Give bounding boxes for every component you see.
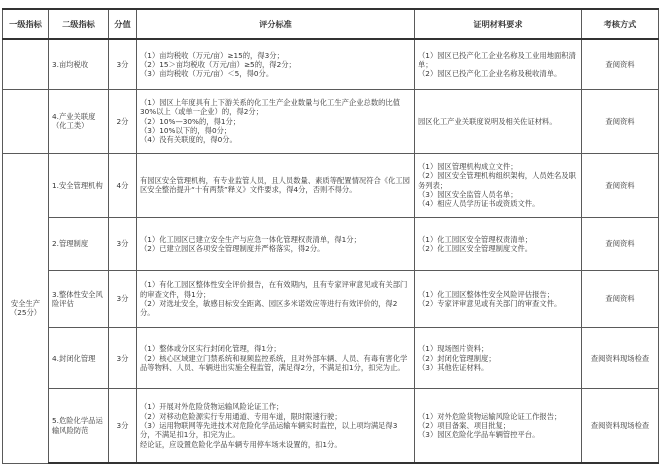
- sub-indicator: 2.管理制度: [49, 218, 109, 271]
- criteria-line: （2）10%—30%的，得1分；: [140, 116, 241, 126]
- criteria-line: 经论证，应设置危险化学品车辆专用停车场未设置的，扣1分。: [140, 439, 342, 449]
- criteria: [137, 271, 415, 328]
- table-row: [3, 153, 659, 217]
- sub-indicator: 3.亩均税收: [49, 39, 109, 90]
- criteria-line: （1）园区上年度具有上下游关系的化工生产企业数量与化工生产企业总数的比值30%以上（或单一企业）的，得2分；: [140, 98, 401, 117]
- evidence-line: （3）园区安全监管人员名单；: [418, 190, 518, 200]
- criteria: [137, 39, 415, 90]
- header-criteria: 评分标准: [137, 9, 415, 39]
- criteria-line: （2）对移动危险源实行专用通道、专用车道，限时限速行驶；: [140, 411, 342, 421]
- evidence: [415, 389, 582, 463]
- level1-category: 安全生产（25分）: [3, 153, 49, 463]
- sub-indicator: 4.封闭化管理: [49, 328, 109, 389]
- criteria: [137, 328, 415, 389]
- evidence-line: （3）园区危险化学品车辆管控平台。: [418, 430, 540, 440]
- evidence: [415, 153, 582, 217]
- method: 查阅资料: [582, 39, 659, 90]
- evidence-line: （1）化工园区安全管理权责清单；: [418, 234, 533, 244]
- level1-cell-empty: [3, 39, 49, 90]
- evidence-line: （1）现场图片资料；: [418, 344, 489, 354]
- evidence-line: （2）园区已投产化工企业名称及税收清单。: [418, 69, 562, 79]
- criteria-line: （2）15＞亩均税收（万元/亩）≥5的，得2分；: [140, 59, 296, 69]
- evidence-line: （2）项目备案、项目批复；: [418, 421, 511, 431]
- evidence: [415, 328, 582, 389]
- table-row: [3, 389, 659, 463]
- evidence-line: （4）相应人员学历证书或资质文件。: [418, 199, 540, 209]
- method: 查阅资料: [582, 218, 659, 271]
- criteria-line: （2）核心区域建立门禁系统和视频监控系统，且对外部车辆、人员、有毒有害化学品等物料、人员、车辆进出实施全程监管，满足得2分，不满足扣1分，扣完为止。: [140, 353, 408, 372]
- sub-indicator: 4.产业关联度（化工类）: [49, 90, 109, 153]
- criteria-line: （1）整体或分区实行封闭化管理，得1分；: [140, 344, 281, 354]
- score: 4分: [109, 153, 137, 217]
- score: 3分: [109, 389, 137, 463]
- header-level1: 一级指标: [3, 9, 49, 39]
- criteria-line: （3）亩均税收（万元/亩）＜5，得0分。: [140, 69, 274, 79]
- criteria: [137, 389, 415, 463]
- evidence: [415, 218, 582, 271]
- header-method: 考核方式: [582, 9, 659, 39]
- criteria-line: （3）运用物联网等先进技术对危险化学品运输车辆实时监控，以上项均满足得3分，不满足扣1分，扣完为止。: [140, 421, 398, 440]
- evidence: [415, 90, 582, 153]
- evidence: [415, 271, 582, 328]
- evidence-line: （1）对外危险货物运输风险论证工作报告；: [418, 411, 562, 421]
- table-row: [3, 328, 659, 389]
- method: 查阅资料现场检查: [582, 328, 659, 389]
- evidence-line: （2）化工园区安全管理制度文件。: [418, 244, 533, 254]
- score: 3分: [109, 271, 137, 328]
- criteria-line: （1）化工园区已建立安全生产与应急一体化管理权责清单，得1分；: [140, 234, 361, 244]
- evidence-line: （1）园区已投产化工企业名称及工业用地面积清单；: [418, 50, 576, 69]
- header-evidence: 证明材料要求: [415, 9, 582, 39]
- criteria-line: （2）已建立园区各项安全管理制度并严格落实，得2分。: [140, 244, 325, 254]
- header-level2: 二级指标: [49, 9, 109, 39]
- criteria-line: （4）没有关联度的，得0分。: [140, 135, 237, 145]
- evidence-line: 园区化工产业关联度说明及相关佐证材料。: [418, 116, 557, 126]
- score: 3分: [109, 218, 137, 271]
- criteria-line: （2）对选址安全，敏感目标安全距离、园区多米诺效应等进行有效评价的，得2分。: [140, 299, 398, 318]
- evidence-line: （1）化工园区整体性安全风险评估报告；: [418, 289, 554, 299]
- assessment-table: [2, 8, 659, 464]
- criteria-line: （3）10%以下的，得0分；: [140, 126, 232, 136]
- sub-indicator: 1.安全管理机构: [49, 153, 109, 217]
- method: 查阅资料现场检查: [582, 389, 659, 463]
- level1-cell-empty: [3, 90, 49, 153]
- table-row: [3, 271, 659, 328]
- sub-indicator: 5.危险化学品运输风险防范: [49, 389, 109, 463]
- method: 查阅资料: [582, 153, 659, 217]
- method: 查阅资料: [582, 271, 659, 328]
- criteria-line: 有园区安全管理机构，有专业监管人员，且人员数量、素质等配置情况符合《化工园区安全整治提升“十有两禁”释义》文件要求，得4分，否则不得分。: [140, 176, 410, 195]
- score: 2分: [109, 90, 137, 153]
- method: 查阅资料: [582, 90, 659, 153]
- criteria-line: （1）亩均税收（万元/亩）≥15的，得3分；: [140, 50, 284, 60]
- score: 3分: [109, 328, 137, 389]
- score: 3分: [109, 39, 137, 90]
- table-header-row: [3, 9, 659, 39]
- evidence-line: （3）其他佐证材料。: [418, 362, 489, 372]
- criteria-line: （1）开展对外危险货物运输风险论证工作；: [140, 402, 284, 412]
- table-row: [3, 90, 659, 153]
- evidence-line: （1）园区管理机构成立文件；: [418, 162, 518, 172]
- evidence-line: （2）专家评审意见或有关部门的审查文件。: [418, 299, 562, 309]
- header-score: 分值: [109, 9, 137, 39]
- evidence: [415, 39, 582, 90]
- criteria: [137, 90, 415, 153]
- criteria-line: （1）有化工园区整体性安全评价报告，在有效期内，且有专家评审意见或有关部门的审查文件，得1分；: [140, 280, 408, 299]
- evidence-line: （2）园区安全管理机构组织架构，人员姓名及职务列表；: [418, 171, 576, 190]
- table-row: [3, 218, 659, 271]
- criteria: [137, 153, 415, 217]
- table-row: [3, 39, 659, 90]
- evidence-line: （2）封闭化管理制度；: [418, 353, 496, 363]
- sub-indicator: 3.整体性安全风险评估: [49, 271, 109, 328]
- criteria: [137, 218, 415, 271]
